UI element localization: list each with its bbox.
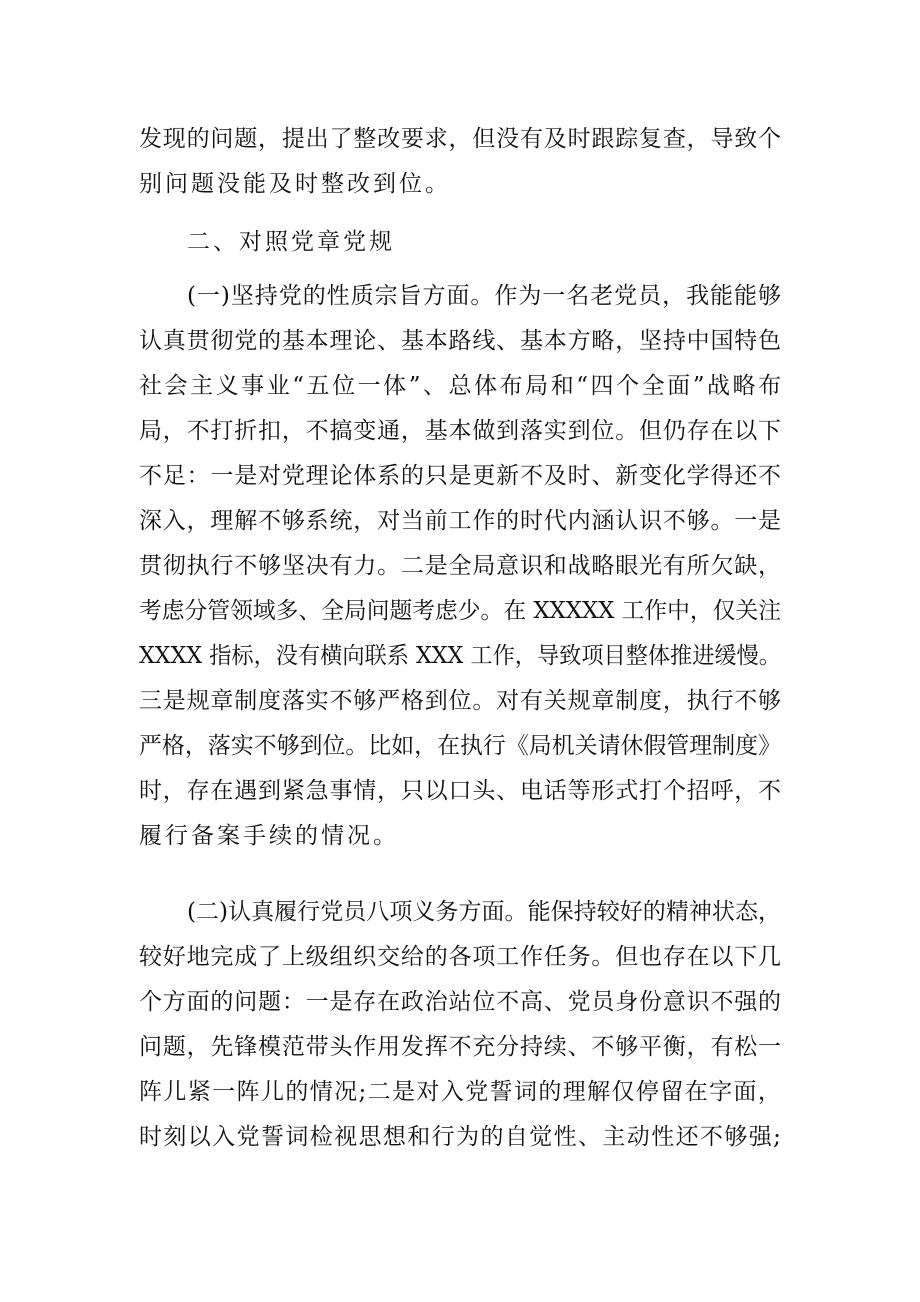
text-line: 严格，落实不够到位。比如，在执行《局机关请休假管理制度》 [139, 733, 782, 759]
text-line: 问题，先锋模范带头作用发挥不充分持续、不够平衡，有松一 [139, 1034, 782, 1060]
text-line: 个方面的问题：一是存在政治站位不高、党员身份意识不强的 [139, 989, 782, 1015]
text-line: 深入，理解不够系统，对当前工作的时代内涵认识不够。一是 [139, 508, 782, 534]
text-line: 较好地完成了上级组织交给的各项工作任务。但也存在以下几 [139, 944, 782, 970]
text-line: (二)认真履行党员八项义务方面。能保持较好的精神状态， [187, 899, 782, 925]
section-heading: 二、对照党章党规 [187, 229, 395, 255]
text-line: 时刻以入党誓词检视思想和行为的自觉性、主动性还不够强; [139, 1124, 783, 1150]
text-line: 阵儿紧一阵儿的情况;二是对入党誓词的理解仅停留在字面， [139, 1079, 783, 1105]
text-line: 不足：一是对党理论体系的只是更新不及时、新变化学得还不 [139, 463, 782, 489]
text-line: 认真贯彻党的基本理论、基本路线、基本方略，坚持中国特色 [139, 328, 782, 354]
text-line: 三是规章制度落实不够严格到位。对有关规章制度，执行不够 [139, 688, 782, 714]
text-line: 贯彻执行不够坚决有力。二是全局意识和战略眼光有所欠缺， [139, 553, 782, 579]
text-line: 履行备案手续的情况。 [139, 823, 399, 849]
text-line: 时，存在遇到紧急事情，只以口头、电话等形式打个招呼，不 [139, 778, 782, 804]
text-line: XXXX 指标，没有横向联系 XXX 工作，导致项目整体推进缓慢。 [139, 643, 782, 669]
text-line: 局，不打折扣，不搞变通，基本做到落实到位。但仍存在以下 [139, 418, 782, 444]
text-line: 社会主义事业“五位一体”、总体布局和“四个全面”战略布 [139, 373, 784, 399]
text-line: 别问题没能及时整改到位。 [139, 171, 451, 197]
text-line: (一)坚持党的性质宗旨方面。作为一名老党员，我能能够 [187, 283, 782, 309]
text-line: 考虑分管领域多、全局问题考虑少。在 XXXXX 工作中，仅关注 [139, 598, 782, 624]
text-line: 发现的问题，提出了整改要求，但没有及时跟踪复查，导致个 [139, 126, 782, 152]
